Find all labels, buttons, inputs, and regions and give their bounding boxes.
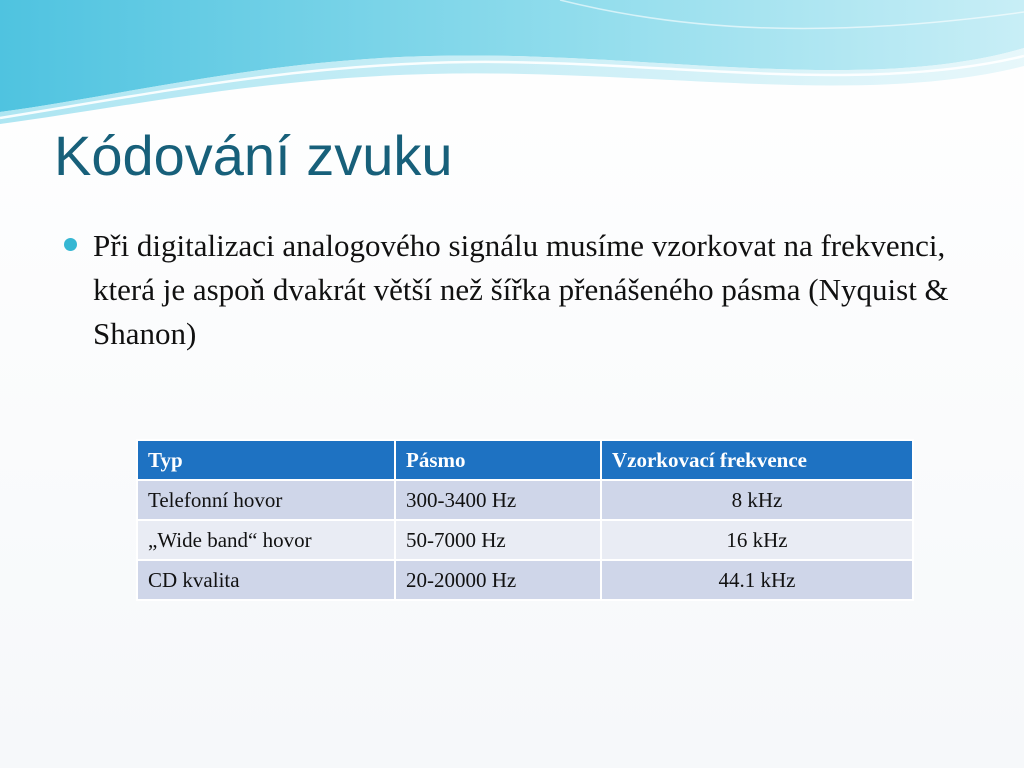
bullet-dot-icon bbox=[64, 238, 77, 251]
table-cell-pasmo: 50-7000 Hz bbox=[395, 520, 601, 560]
column-header-vzorkovaci-frekvence: Vzorkovací frekvence bbox=[601, 440, 913, 480]
column-header-typ: Typ bbox=[137, 440, 395, 480]
table-row bbox=[137, 480, 913, 520]
table-row bbox=[137, 560, 913, 600]
bullet-text: Při digitalizaci analogového signálu musíme vzorkovat na frekvenci, která je aspoň dvakrát větší než šířka přenášeného pásma (Nyquist & Shanon) bbox=[93, 228, 949, 351]
table-header-row bbox=[137, 440, 913, 480]
table-cell-typ: „Wide band“ hovor bbox=[137, 520, 395, 560]
decorative-wave-banner bbox=[0, 0, 1024, 130]
table-cell-typ: CD kvalita bbox=[137, 560, 395, 600]
table-cell-pasmo: 300-3400 Hz bbox=[395, 480, 601, 520]
table-cell-frekvence: 8 kHz bbox=[601, 480, 913, 520]
column-header-pasmo: Pásmo bbox=[395, 440, 601, 480]
table-cell-typ: Telefonní hovor bbox=[137, 480, 395, 520]
sampling-table bbox=[136, 439, 914, 601]
table-cell-frekvence: 44.1 kHz bbox=[601, 560, 913, 600]
table-cell-frekvence: 16 kHz bbox=[601, 520, 913, 560]
slide-title: Kódování zvuku bbox=[54, 124, 453, 187]
bullet-list bbox=[64, 224, 984, 356]
table-cell-pasmo: 20-20000 Hz bbox=[395, 560, 601, 600]
table-row bbox=[137, 520, 913, 560]
